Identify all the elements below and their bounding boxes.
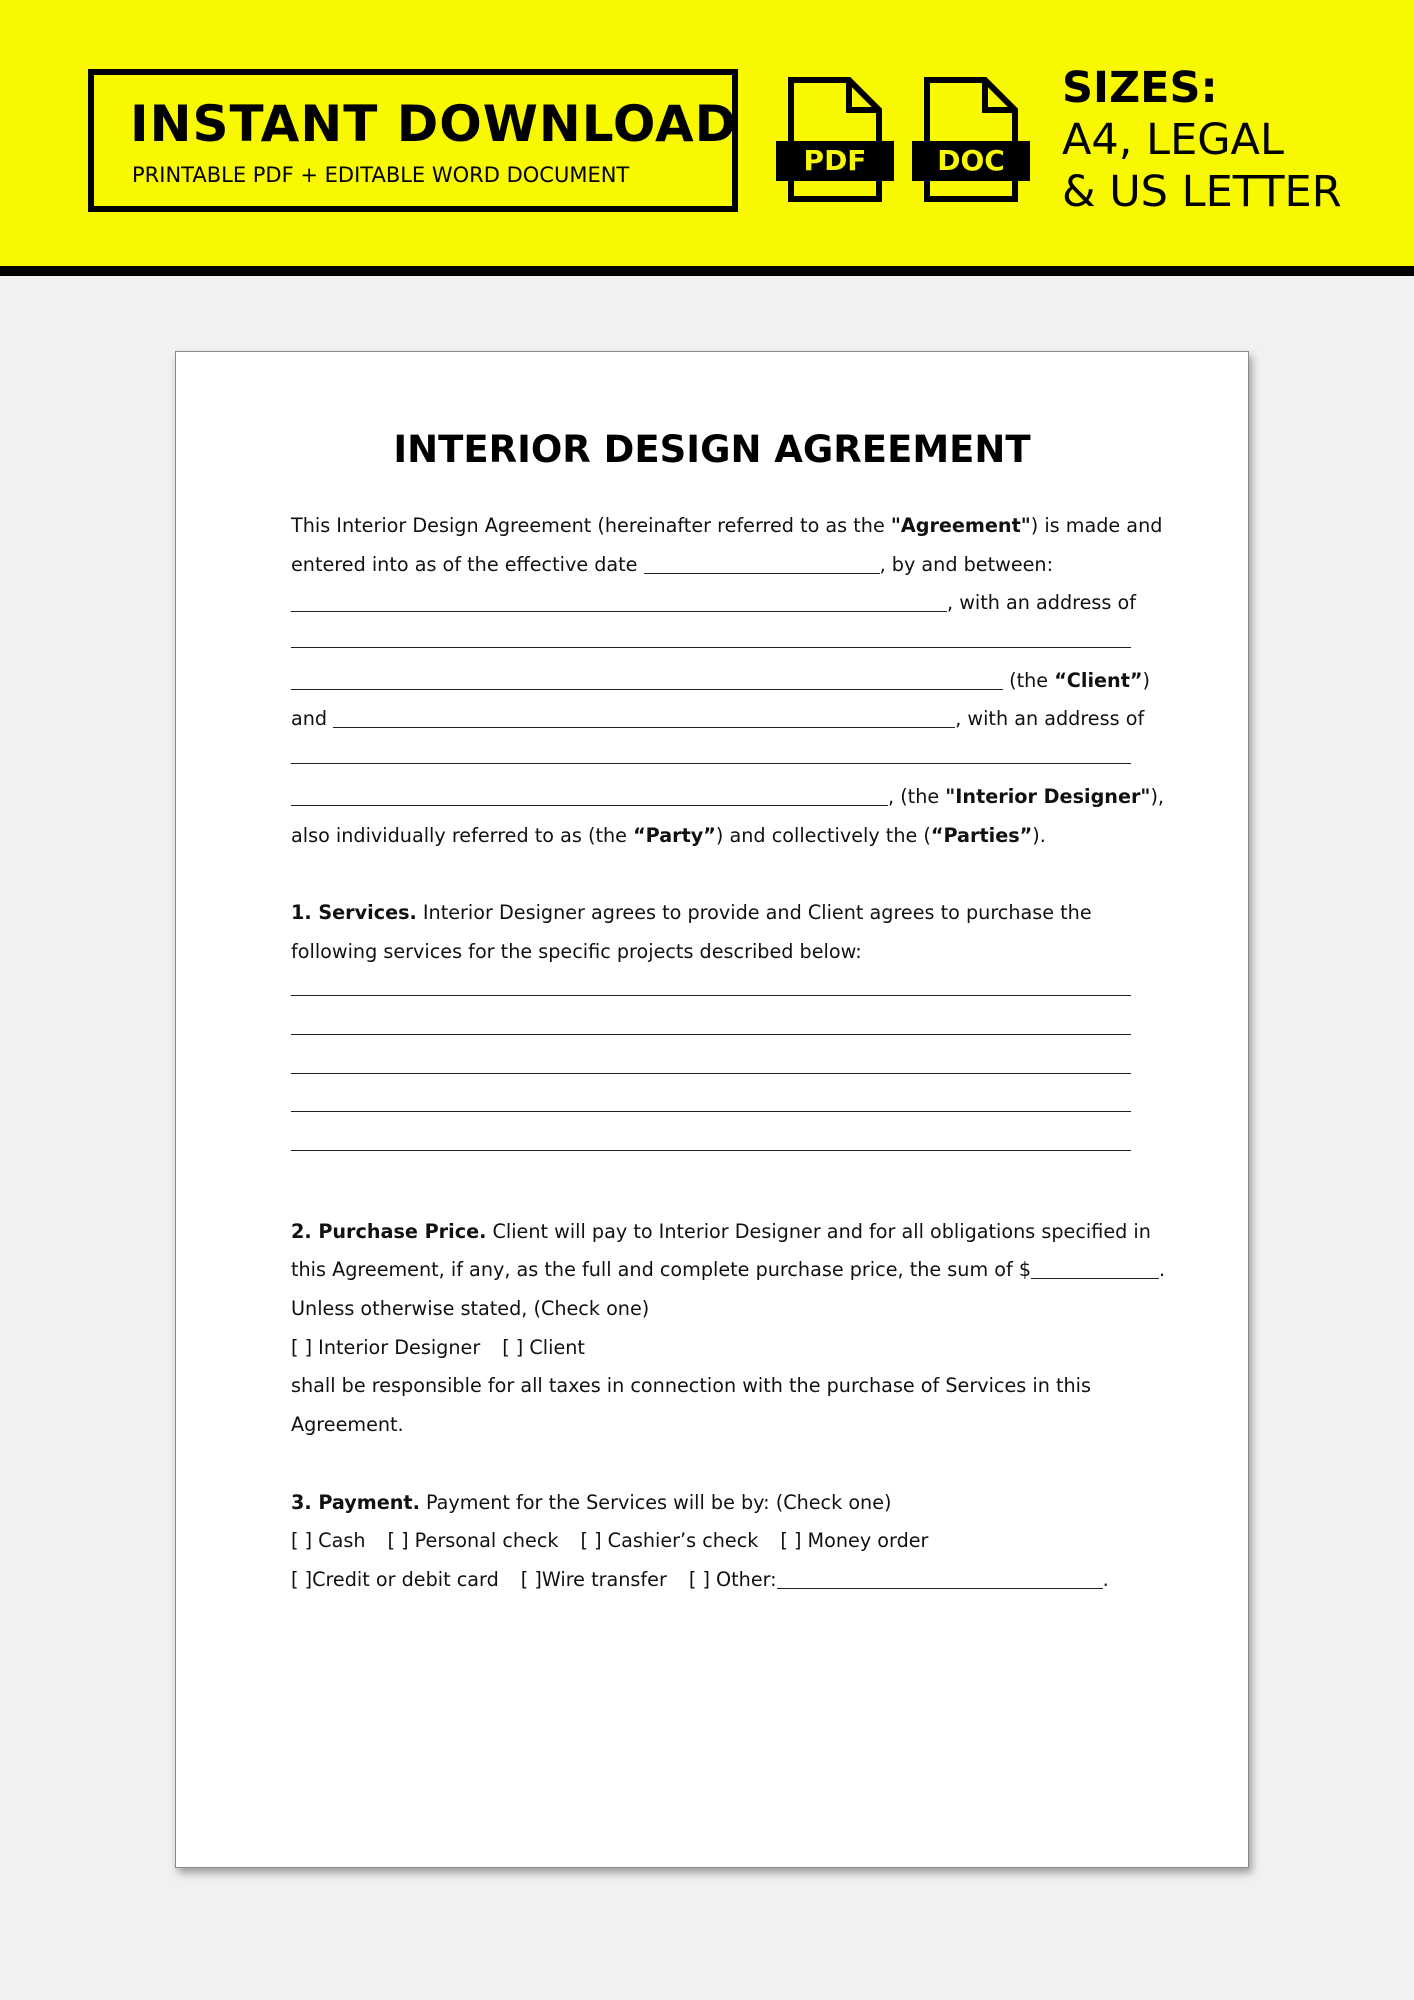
personal-check-checkbox[interactable]: [ ] Personal check: [387, 1529, 559, 1553]
services-blank[interactable]: [291, 1126, 1131, 1151]
intro-text: , (the: [888, 784, 946, 808]
price-line-1: [291, 1213, 1151, 1252]
price-text: .: [1159, 1258, 1166, 1282]
intro-text: This Interior Design Agreement (hereinafter referred to as the: [291, 514, 891, 537]
cash-checkbox[interactable]: [ ] Cash: [291, 1529, 366, 1553]
payment-line-1: [291, 1484, 1141, 1523]
doc-file-icon: [923, 76, 1019, 203]
cashiers-check-checkbox[interactable]: [ ] Cashier’s check: [580, 1529, 759, 1553]
price-text: Unless otherwise stated, (Check one): [291, 1297, 650, 1321]
client-term: “Client”: [1054, 668, 1143, 692]
intro-line-9: [291, 817, 1141, 856]
parties-term: “Parties”: [930, 823, 1033, 847]
intro-text: entered into as of the effective date: [291, 552, 644, 576]
intro-text: also individually referred to as (the: [291, 823, 634, 847]
client-checkbox[interactable]: [ ] Client: [502, 1335, 585, 1359]
sizes-heading: SIZES:: [1062, 63, 1218, 113]
designer-address-blank-2[interactable]: [291, 781, 888, 806]
intro-text: , with an address of: [947, 591, 1136, 615]
price-text: shall be responsible for all taxes in connection with the purchase of Services in this: [291, 1374, 1091, 1398]
other-checkbox[interactable]: [ ] Other:: [688, 1567, 777, 1591]
services-blank-row: [291, 1126, 1141, 1165]
client-name-blank[interactable]: [291, 587, 947, 612]
price-line-6: [291, 1406, 1141, 1445]
intro-text: ) and collectively the (: [715, 823, 931, 847]
client-address-blank-2[interactable]: [291, 665, 1003, 690]
sizes-info: [1062, 62, 1342, 218]
services-blank-row: [291, 1010, 1141, 1049]
party-term: “Party”: [633, 823, 716, 847]
services-blank[interactable]: [291, 1087, 1131, 1112]
doc-badge: DOC: [912, 141, 1030, 181]
document-body: [291, 507, 1166, 1600]
intro-line-6: [291, 700, 1145, 739]
tax-responsibility-options: [291, 1329, 1141, 1368]
money-order-checkbox[interactable]: [ ] Money order: [780, 1529, 929, 1553]
sizes-line-1: A4, LEGAL: [1062, 115, 1284, 165]
intro-text: and: [291, 707, 334, 731]
services-blank[interactable]: [291, 1049, 1131, 1074]
intro-text: ): [1142, 668, 1150, 692]
price-line-5: [291, 1367, 1141, 1406]
services-blank-row: [291, 1087, 1141, 1126]
document-title: INTERIOR DESIGN AGREEMENT: [393, 428, 1031, 471]
price-text: Agreement.: [291, 1413, 404, 1437]
price-amount-blank[interactable]: [1031, 1254, 1159, 1279]
services-blank-row: [291, 1049, 1141, 1088]
intro-line-1: [291, 507, 1163, 546]
intro-line-3: [291, 584, 1141, 623]
interior-designer-term: "Interior Designer": [945, 784, 1151, 808]
intro-text: ),: [1150, 784, 1165, 808]
services-text: Interior Designer agrees to provide and Client agrees to purchase the: [416, 900, 1092, 924]
pdf-file-icon: [787, 76, 883, 203]
instant-download-box: [88, 69, 738, 212]
other-payment-blank[interactable]: [777, 1564, 1103, 1589]
designer-name-blank[interactable]: [333, 703, 955, 728]
payment-options-row-2: [291, 1561, 1141, 1600]
intro-text: ) is made and: [1030, 514, 1163, 537]
price-line-2: [291, 1251, 1166, 1290]
client-address-blank[interactable]: [291, 623, 1131, 648]
price-line-3: [291, 1290, 1141, 1329]
services-blank[interactable]: [291, 971, 1131, 996]
document-page: [175, 351, 1249, 1868]
pdf-badge: PDF: [776, 141, 894, 181]
price-text: Client will pay to Interior Designer and for all obligations specified in: [486, 1219, 1151, 1243]
payment-text: .: [1102, 1567, 1109, 1591]
effective-date-blank[interactable]: [644, 549, 880, 574]
sizes-line-2: & US LETTER: [1062, 167, 1342, 217]
promo-banner: [0, 0, 1414, 276]
intro-line-2: [291, 546, 1141, 585]
credit-debit-card-checkbox[interactable]: [ ]Credit or debit card: [291, 1567, 499, 1591]
intro-line-8: [291, 778, 1165, 817]
intro-text: , by and between:: [879, 552, 1054, 576]
price-heading: 2. Purchase Price.: [291, 1219, 487, 1243]
payment-text: Payment for the Services will be by: (Check one): [419, 1490, 892, 1514]
banner-title: INSTANT DOWNLOAD: [130, 95, 738, 153]
agreement-term: "Agreement": [890, 514, 1031, 537]
intro-text: , with an address of: [955, 707, 1145, 731]
services-line-1: [291, 894, 1141, 933]
wire-transfer-checkbox[interactable]: [ ]Wire transfer: [520, 1567, 667, 1591]
intro-line-4: [291, 623, 1141, 662]
services-blank[interactable]: [291, 1010, 1131, 1035]
designer-address-blank[interactable]: [291, 739, 1131, 764]
intro-line-5: [291, 662, 1150, 701]
services-blank-row: [291, 971, 1141, 1010]
payment-heading: 3. Payment.: [291, 1490, 420, 1514]
file-outline-icon: [787, 76, 883, 203]
intro-text: (the: [1003, 668, 1055, 692]
price-text: this Agreement, if any, as the full and complete purchase price, the sum of $: [291, 1258, 1032, 1282]
services-heading: 1. Services.: [291, 900, 417, 924]
services-line-2: [291, 933, 1141, 972]
services-text: following services for the specific projects described below:: [291, 939, 862, 963]
intro-line-7: [291, 739, 1141, 778]
payment-options-row-1: [291, 1522, 1141, 1561]
banner-subtitle: PRINTABLE PDF + EDITABLE WORD DOCUMENT: [132, 163, 630, 187]
file-outline-icon: [923, 76, 1019, 203]
interior-designer-checkbox[interactable]: [ ] Interior Designer: [291, 1335, 481, 1359]
intro-text: ).: [1032, 823, 1046, 847]
